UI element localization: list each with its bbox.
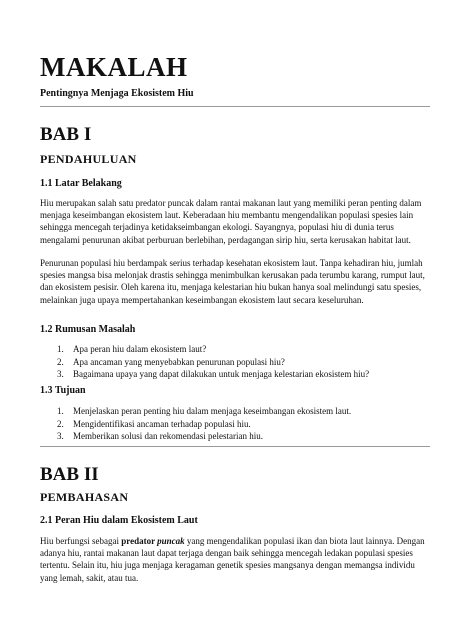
divider-middle	[40, 446, 430, 447]
list-item: 3. Bagaimana upaya yang dapat dilakukan untuk menjaga kelestarian ekosistem hiu?	[57, 369, 370, 379]
bab1-heading: BAB I	[40, 124, 92, 145]
puncak-bold-italic: puncak	[157, 536, 185, 546]
list-item: 1. Menjelaskan peran penting hiu dalam menjaga keseimbangan ekosistem laut.	[57, 406, 352, 416]
latar-belakang-paragraph-2: Penurunan populasi hiu berdampak serius terhadap kesehatan ekosistem laut. Tanpa kehadiran hiu, jumlah spesies mangsa bisa melonjak drastis sehingga menimbulkan kerusakan pada terumbu karang, rumput laut, dan ekosistem pesisir. Oleh karena itu, menjaga kelestarian hiu bukan hanya soal melindungi satu spesies, melainkan juga upaya mempertahankan keseimbangan ekosistem laut secara keseluruhan.	[40, 258, 425, 305]
section-2-1-heading: 2.1 Peran Hiu dalam Ekosistem Laut	[40, 515, 198, 526]
list-item: 2. Mengidentifikasi ancaman terhadap populasi hiu.	[57, 418, 251, 429]
section-1-3-heading: 1.3 Tujuan	[40, 385, 86, 396]
rumusan-masalah-list	[40, 343, 433, 381]
list-item: 1. Apa peran hiu dalam ekosistem laut?	[57, 344, 207, 354]
divider-top	[40, 106, 430, 107]
bab2-chapter-title: PEMBAHASAN	[40, 490, 129, 504]
peran-hiu-paragraph: Hiu berfungsi sebagai predator puncak yang mengendalikan populasi ikan dan biota laut lainnya. Dengan adanya hiu, rantai makanan laut dapat terjaga dengan baik sehingga mencegah ledakan populasi spesies tertentu. Selain itu, hiu juga menjaga keragaman genetik spesies mangsanya dengan memangsa individu yang lemah, sakit, atau tua.	[40, 536, 425, 583]
document-title: MAKALAH	[40, 52, 188, 82]
latar-belakang-paragraph-1: Hiu merupakan salah satu predator puncak dalam rantai makanan laut yang memiliki peran penting dalam menjaga keseimbangan ekosistem laut. Keberadaan hiu membantu mengendalikan populasi spesies lain sehingga mencegah terjadinya ketidakseimbangan ekologi. Sayangnya, populasi hiu di dunia terus mengalami penurunan akibat perburuan berlebihan, perdagangan sirip hiu, serta kerusakan habitat laut.	[40, 198, 422, 245]
tujuan-list	[40, 405, 433, 443]
bab2-heading: BAB II	[40, 464, 99, 485]
document-subtitle: Pentingnya Menjaga Ekosistem Hiu	[40, 88, 194, 99]
list-item: 2. Apa ancaman yang menyebabkan penurunan populasi hiu?	[57, 356, 285, 367]
predator-bold: predator	[121, 536, 158, 546]
section-1-1-heading: 1.1 Latar Belakang	[40, 178, 122, 189]
list-item: 3. Memberikan solusi dan rekomendasi pelestarian hiu.	[57, 431, 263, 441]
bab1-chapter-title: PENDAHULUAN	[40, 152, 137, 166]
section-1-2-heading: 1.2 Rumusan Masalah	[40, 324, 136, 335]
